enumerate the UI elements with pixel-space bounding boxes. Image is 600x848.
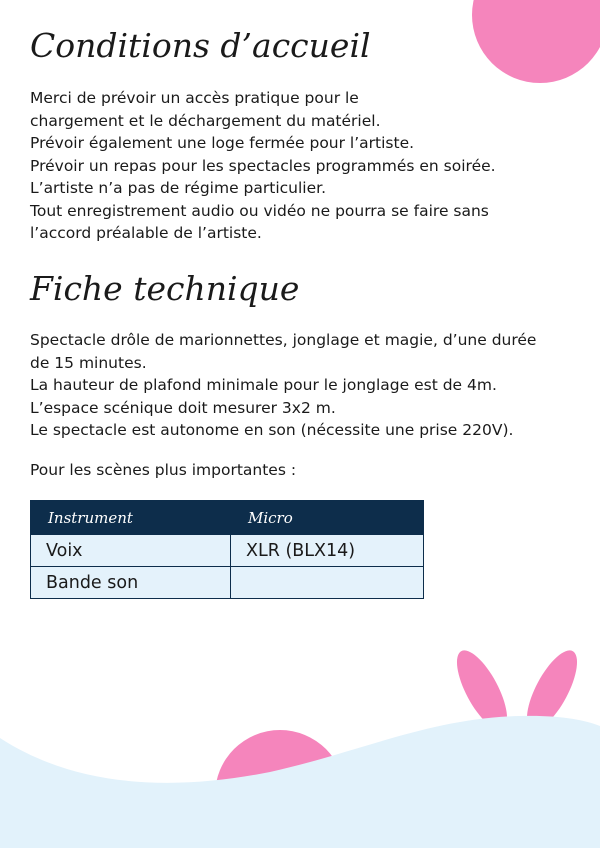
section-title-fiche-technique: Fiche technique [30,269,300,308]
cell-instrument: Bande son [31,567,231,599]
conditions-line: chargement et le déchargement du matériel. [30,111,381,130]
conditions-line: Tout enregistrement audio ou vidéo ne pourra se faire sans [30,201,489,220]
table-header-row [31,501,424,535]
cell-micro [231,567,424,599]
technique-paragraph [30,329,536,442]
section-title-conditions: Conditions d’accueil [30,26,371,65]
conditions-line: Prévoir un repas pour les spectacles programmés en soirée. [30,156,496,175]
table-row [31,535,424,567]
conditions-line: Merci de prévoir un accès pratique pour le [30,89,359,107]
cell-instrument: Voix [31,535,231,567]
cell-micro: XLR (BLX14) [231,535,424,567]
technique-line: La hauteur de plafond minimale pour le jonglage est de 4m. [30,376,497,394]
table-intro: Pour les scènes plus importantes : [30,461,297,479]
table-row [31,567,424,599]
technique-line: L’espace scénique doit mesurer 3x2 m. [30,398,336,417]
header-instrument: Instrument [31,501,231,535]
header-micro: Micro [231,501,424,535]
technique-line: Spectacle drôle de marionnettes, jonglage et magie, d’une durée [30,331,537,349]
technique-line: de 15 minutes. [30,353,147,372]
conditions-paragraph [30,87,496,245]
conditions-line: l’accord préalable de l’artiste. [30,224,262,242]
equipment-table [30,500,424,599]
technique-line: Le spectacle est autonome en son (nécessite une prise 220V). [30,421,514,439]
conditions-line: L’artiste n’a pas de régime particulier. [30,179,326,197]
conditions-line: Prévoir également une loge fermée pour l’artiste. [30,134,415,152]
pink-circle-top-right [472,0,600,83]
